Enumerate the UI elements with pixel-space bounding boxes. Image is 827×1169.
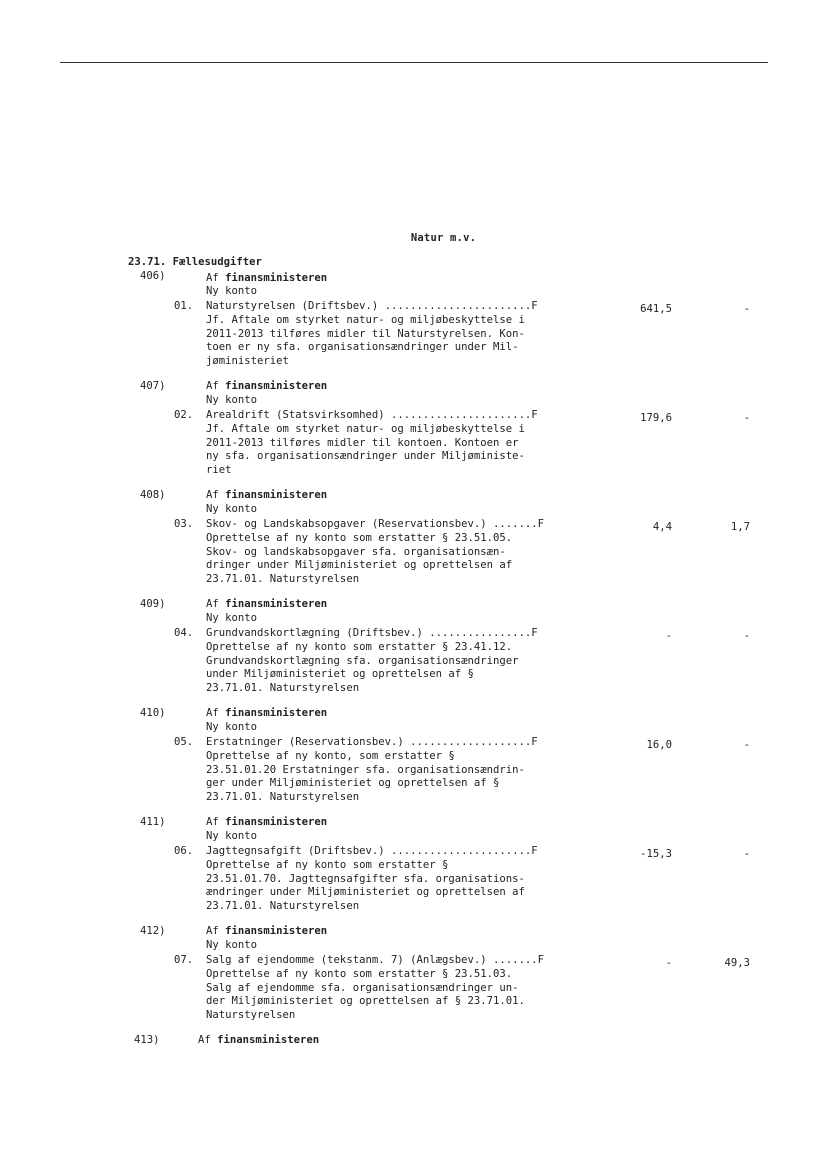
proposer: Af finansministeren bbox=[206, 925, 328, 937]
account-code: 07. bbox=[174, 954, 194, 966]
amendment-entry bbox=[0, 1034, 827, 1054]
new-account-label: Ny konto bbox=[206, 830, 258, 842]
value-2: - bbox=[743, 739, 750, 751]
proposer: Af finansministeren bbox=[198, 1034, 320, 1046]
description: Oprettelse af ny konto som erstatter § 23.51.03. Salg af ejendomme sfa. organisationsændringer un- der Miljøministeriet og oprettelsen af § 23.71.01. Naturstyrelsen bbox=[206, 968, 525, 1021]
account-code: 04. bbox=[174, 627, 194, 639]
description: Oprettelse af ny konto som erstatter § 23.41.12. Grundvandskortlægning sfa. organisationsændringer under Miljøministeriet og oprettelsen af § 23.71.01. Naturstyrelsen bbox=[206, 641, 519, 694]
amendment-entry bbox=[0, 270, 827, 390]
top-rule bbox=[60, 62, 768, 63]
amendment-number: 407) bbox=[140, 380, 166, 392]
amendment-number: 406) bbox=[140, 270, 166, 282]
value-1: 641,5 bbox=[640, 303, 672, 315]
amendment-number: 409) bbox=[140, 598, 166, 610]
description: Jf. Aftale om styrket natur- og miljøbeskyttelse i 2011-2013 tilføres midler til Naturstyrelsen. Kon- toen er ny sfa. organisationsændringer under Mil- jøministeriet bbox=[206, 314, 525, 367]
account-item: Jagttegnsafgift (Driftsbev.) ......................F bbox=[206, 845, 538, 857]
description: Oprettelse af ny konto som erstatter § 23.51.05. Skov- og landskabsopgaver sfa. organisationsæn- dringer under Miljøministeriet og oprettelsen af 23.71.01. Naturstyrelsen bbox=[206, 532, 513, 585]
proposer: Af finansministeren bbox=[206, 380, 328, 392]
account-item: Salg af ejendomme (tekstanm. 7) (Anlægsbev.) .......F bbox=[206, 954, 545, 966]
account-item: Naturstyrelsen (Driftsbev.) .......................F bbox=[206, 300, 538, 312]
account-item: Skov- og Landskabsopgaver (Reservationsbev.) .......F bbox=[206, 518, 545, 530]
proposer: Af finansministeren bbox=[206, 489, 328, 501]
amendment-entry bbox=[0, 489, 827, 609]
value-1: -15,3 bbox=[640, 848, 672, 860]
value-1: 16,0 bbox=[646, 739, 672, 751]
proposer: Af finansministeren bbox=[206, 816, 328, 828]
amendment-number: 408) bbox=[140, 489, 166, 501]
amendment-entry bbox=[0, 925, 827, 1045]
proposer: Af finansministeren bbox=[206, 707, 328, 719]
new-account-label: Ny konto bbox=[206, 394, 258, 406]
amendment-number: 410) bbox=[140, 707, 166, 719]
value-1: 4,4 bbox=[652, 521, 672, 533]
value-2: - bbox=[743, 412, 750, 424]
value-2: 49,3 bbox=[724, 957, 750, 969]
value-2: 1,7 bbox=[730, 521, 750, 533]
value-2: - bbox=[743, 848, 750, 860]
proposer: Af finansministeren bbox=[206, 598, 328, 610]
account-item: Arealdrift (Statsvirksomhed) ......................F bbox=[206, 409, 538, 421]
new-account-label: Ny konto bbox=[206, 721, 258, 733]
new-account-label: Ny konto bbox=[206, 503, 258, 515]
account-code: 05. bbox=[174, 736, 194, 748]
amendment-entry bbox=[0, 598, 827, 718]
amendment-entry bbox=[0, 707, 827, 827]
account-code: 03. bbox=[174, 518, 194, 530]
account-code: 06. bbox=[174, 845, 194, 857]
account-item: Erstatninger (Reservationsbev.) ...................F bbox=[206, 736, 538, 748]
new-account-label: Ny konto bbox=[206, 939, 258, 951]
amendment-number: 412) bbox=[140, 925, 166, 937]
page-heading: Natur m.v. bbox=[410, 232, 477, 244]
description: Oprettelse af ny konto, som erstatter § 23.51.01.20 Erstatninger sfa. organisationsændrin- ger under Miljøministeriet og oprettelsen af § 23.71.01. Naturstyrelsen bbox=[206, 750, 525, 803]
amendment-entry bbox=[0, 380, 827, 500]
description: Jf. Aftale om styrket natur- og miljøbeskyttelse i 2011-2013 tilføres midler til kontoen. Kontoen er ny sfa. organisationsændringer under Miljøministe- riet bbox=[206, 423, 525, 476]
amendment-number: 411) bbox=[140, 816, 166, 828]
account-code: 01. bbox=[174, 300, 194, 312]
description: Oprettelse af ny konto som erstatter § 23.51.01.70. Jagttegnsafgifter sfa. organisations- ændringer under Miljøministeriet og oprettelsen af 23.71.01. Naturstyrelsen bbox=[206, 859, 525, 912]
value-1: 179,6 bbox=[640, 412, 672, 424]
new-account-label: Ny konto bbox=[206, 612, 258, 624]
new-account-label: Ny konto bbox=[206, 285, 258, 297]
account-item: Grundvandskortlægning (Driftsbev.) ................F bbox=[206, 627, 538, 639]
value-2: - bbox=[743, 630, 750, 642]
value-1: - bbox=[665, 957, 672, 969]
amendment-number: 413) bbox=[134, 1034, 160, 1046]
account-code: 02. bbox=[174, 409, 194, 421]
value-2: - bbox=[743, 303, 750, 315]
section-title: 23.71. Fællesudgifter bbox=[128, 256, 262, 268]
value-1: - bbox=[665, 630, 672, 642]
amendment-entry bbox=[0, 816, 827, 936]
proposer: Af finansministeren bbox=[206, 272, 328, 284]
